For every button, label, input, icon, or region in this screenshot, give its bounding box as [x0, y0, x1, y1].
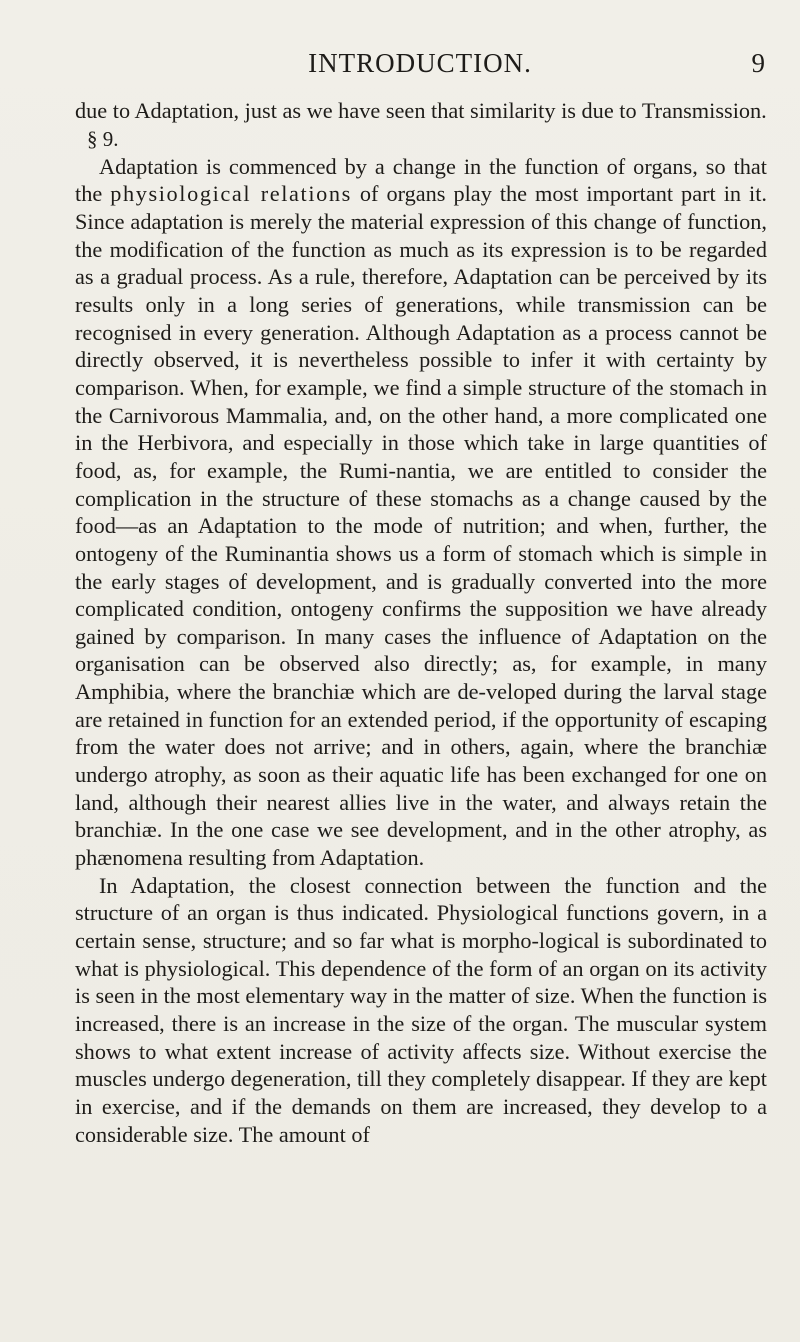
- paragraph-adaptation: [75, 153, 767, 872]
- chapter-title: INTRODUCTION.: [308, 48, 532, 78]
- running-head: [75, 48, 765, 88]
- paragraph-function-structure: In Adaptation, the closest connection between the function and the structure of an organ is thus indicated. Physiological functions govern, in a certain sense, structure; and so far what is morpho-logical is subordinated to what is physiological. This dependence of the form of an organ on its activity is seen in the most elementary way in the matter of size. When the function is increased, there is an increase in the size of the organ. The muscular system shows to what extent increase of activity affects size. Without exercise the muscles undergo degeneration, till they completely disappear. If they are kept in exercise, and if the demands on them are increased, they develop to a considerable size. The amount of: [75, 872, 767, 1147]
- paragraph-adaptation-start: Adaptation is commenced by a change in the function of organs, so that the: [75, 153, 767, 207]
- section-heading: § 9.: [87, 126, 119, 151]
- paragraph-continuation: due to Adaptation, just as we have seen that similarity is due to Transmission.: [75, 98, 767, 123]
- spaced-emphasis: physiological relations: [110, 181, 352, 207]
- paragraph-adaptation-rest: of organs play the most important part in it. Since adaptation is merely the material expression of this change of function, the modification of the function as much as its expression is to be regarded as a gradual process. As a rule, therefore, Adaptation can be perceived by its results only in a long series of generations, while transmission can be recognised in every generation. Although Adaptation as a process cannot be directly observed, it is nevertheless possible to infer it with certainty by comparison. When, for example, we find a simple structure of the stomach in the Carnivorous Mammalia, and, on the other hand, a more complicated one in the Herbivora, and especially in those which take in large quantities of food, as, for example, the Rumi-nantia, we are entitled to consider the complication in the structure of these stomachs as a change caused by the food—as an Adaptation to the mode of nutrition; and when, further, the ontogeny of the Ruminantia shows us a form of stomach which is simple in the early stages of development, and is gradually converted into the more complicated condition, ontogeny confirms the supposition we have already gained by comparison. In many cases the influence of Adaptation on the organisation can be observed also directly; as, for example, in many Amphibia, where the branchiæ which are de-veloped during the larval stage are retained in function for an extended period, if the opportunity of escaping from the water does not arrive; and in others, again, where the branchiæ undergo atrophy, as soon as their aquatic life has been exchanged for one on land, although their nearest allies live in the water, and always retain the branchiæ. In the one case we see development, and in the other atrophy, as phænomena resulting from Adaptation.: [75, 181, 767, 871]
- body-text: [75, 97, 767, 1148]
- page-number: 9: [751, 48, 765, 78]
